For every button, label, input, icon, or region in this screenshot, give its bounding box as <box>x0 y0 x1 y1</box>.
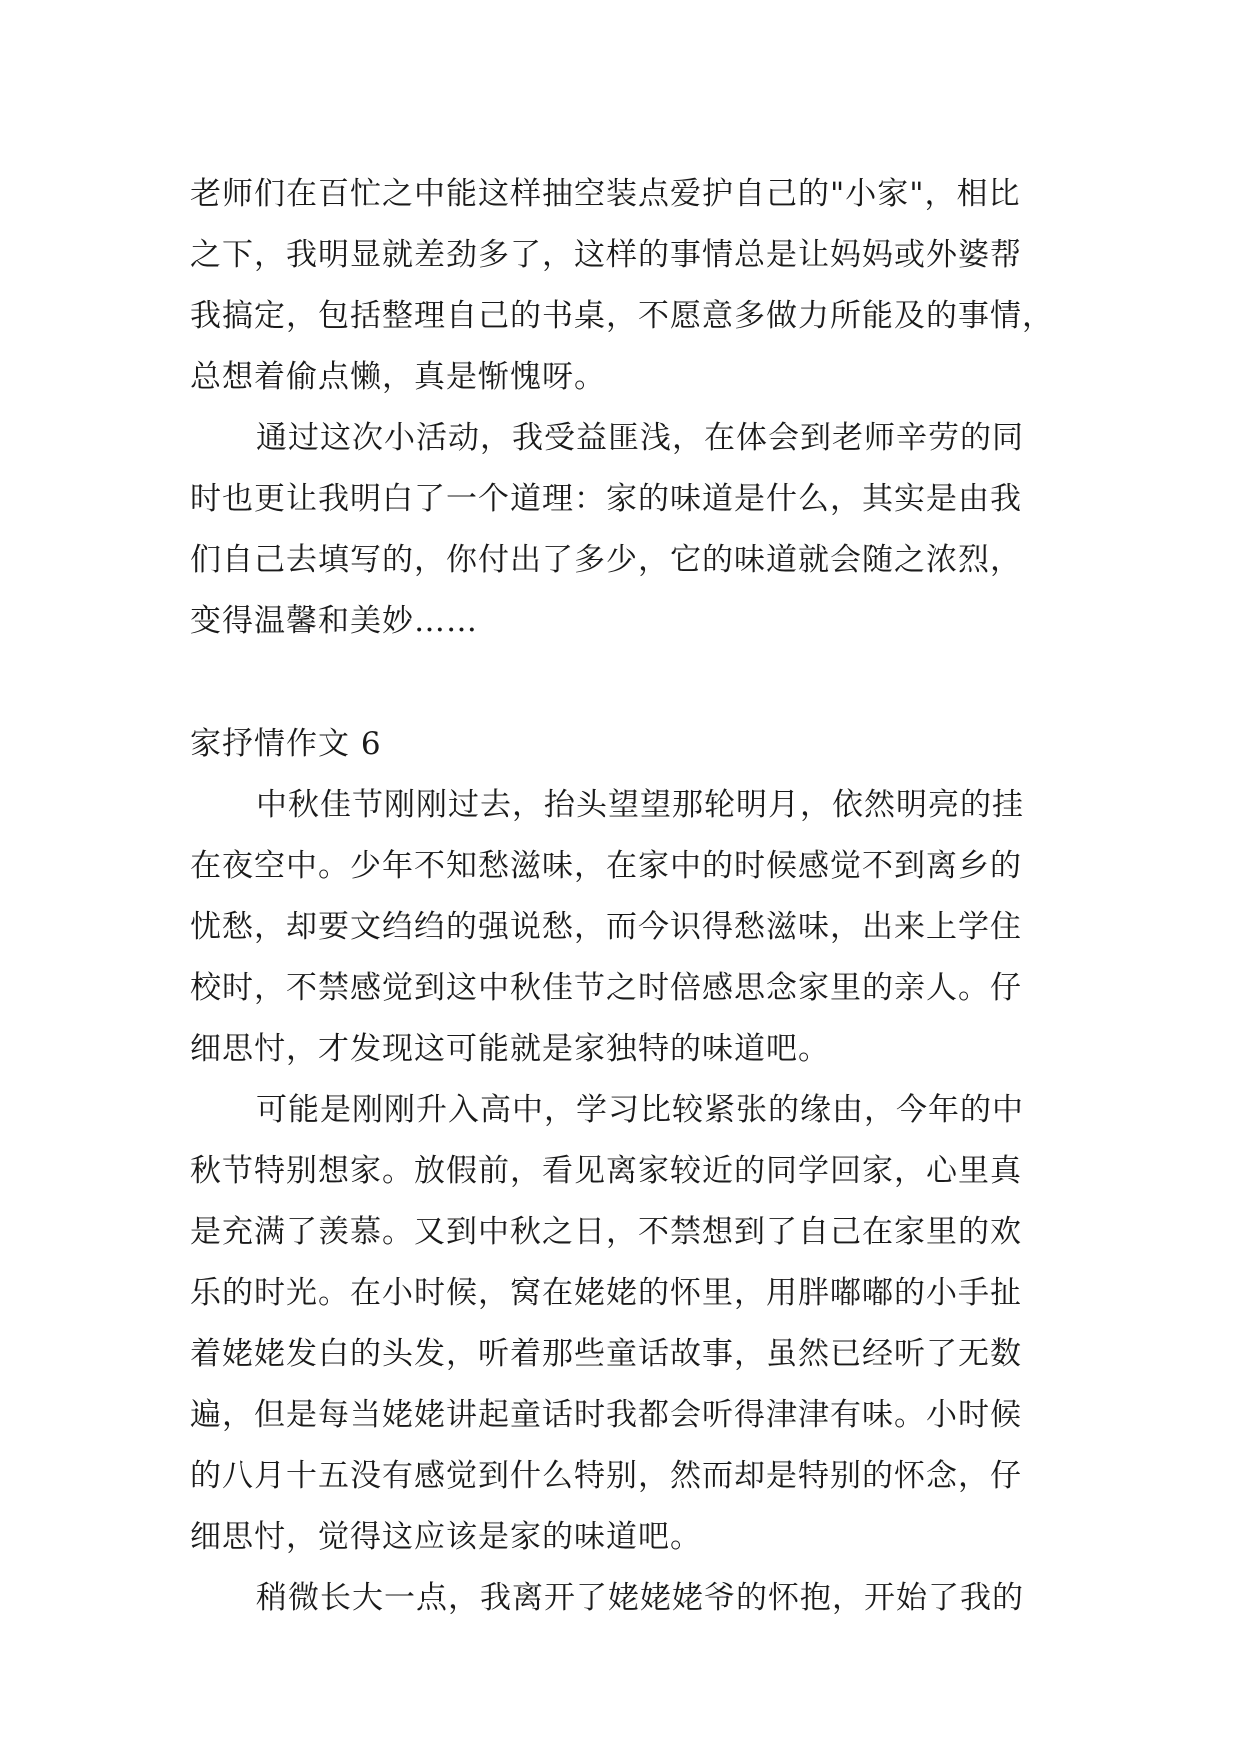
section-title: 家抒情作文 6 <box>190 726 382 762</box>
paragraph-childhood <box>190 1080 1050 1568</box>
text-line: 中秋佳节刚刚过去，抬头望望那轮明月，依然明亮的挂 <box>256 787 1024 823</box>
text-line: 秋节特别想家。放假前，看见离家较近的同学回家，心里真 <box>190 1153 1022 1189</box>
text-line: 遍，但是每当姥姥讲起童话时我都会听得津津有味。小时候 <box>190 1397 1022 1433</box>
text-line: 乐的时光。在小时候，窝在姥姥的怀里，用胖嘟嘟的小手扯 <box>190 1275 1022 1311</box>
text-line: 总想着偷点懒，真是惭愧呀。 <box>190 359 606 395</box>
paragraph-growing-up <box>190 1568 1050 1629</box>
text-line: 的八月十五没有感觉到什么特别，然而却是特别的怀念，仔 <box>190 1458 1022 1494</box>
paragraph-conclusion <box>190 408 1050 652</box>
text-line: 老师们在百忙之中能这样抽空装点爱护自己的"小家"，相比 <box>190 176 1021 212</box>
text-line: 是充满了羡慕。又到中秋之日，不禁想到了自己在家里的欢 <box>190 1214 1022 1250</box>
text-line: 我搞定，包括整理自己的书桌，不愿意多做力所能及的事情， <box>190 298 1054 334</box>
text-line: 忧愁，却要文绉绉的强说愁，而今识得愁滋味，出来上学住 <box>190 909 1022 945</box>
text-line: 细思忖，才发现这可能就是家独特的味道吧。 <box>190 1031 830 1067</box>
text-line: 时也更让我明白了一个道理：家的味道是什么，其实是由我 <box>190 481 1022 517</box>
text-line: 之下，我明显就差劲多了，这样的事情总是让妈妈或外婆帮 <box>190 237 1022 273</box>
text-line: 可能是刚刚升入高中，学习比较紧张的缘由，今年的中 <box>256 1092 1024 1128</box>
text-line: 通过这次小活动，我受益匪浅，在体会到老师辛劳的同 <box>256 420 1024 456</box>
text-line: 着姥姥发白的头发，听着那些童话故事，虽然已经听了无数 <box>190 1336 1022 1372</box>
text-line: 稍微长大一点，我离开了姥姥姥爷的怀抱，开始了我的 <box>256 1580 1024 1616</box>
paragraph-mid-autumn <box>190 775 1050 1080</box>
text-line: 校时，不禁感觉到这中秋佳节之时倍感思念家里的亲人。仔 <box>190 970 1022 1006</box>
section-spacer <box>190 652 1050 714</box>
paragraph-continuation <box>190 164 1054 408</box>
text-line: 细思忖，觉得这应该是家的味道吧。 <box>190 1519 702 1555</box>
document-body <box>190 164 1054 1629</box>
text-line: 在夜空中。少年不知愁滋味，在家中的时候感觉不到离乡的 <box>190 848 1022 884</box>
text-line: 们自己去填写的，你付出了多少，它的味道就会随之浓烈， <box>190 542 1022 578</box>
text-line: 变得温馨和美妙…… <box>190 603 478 639</box>
